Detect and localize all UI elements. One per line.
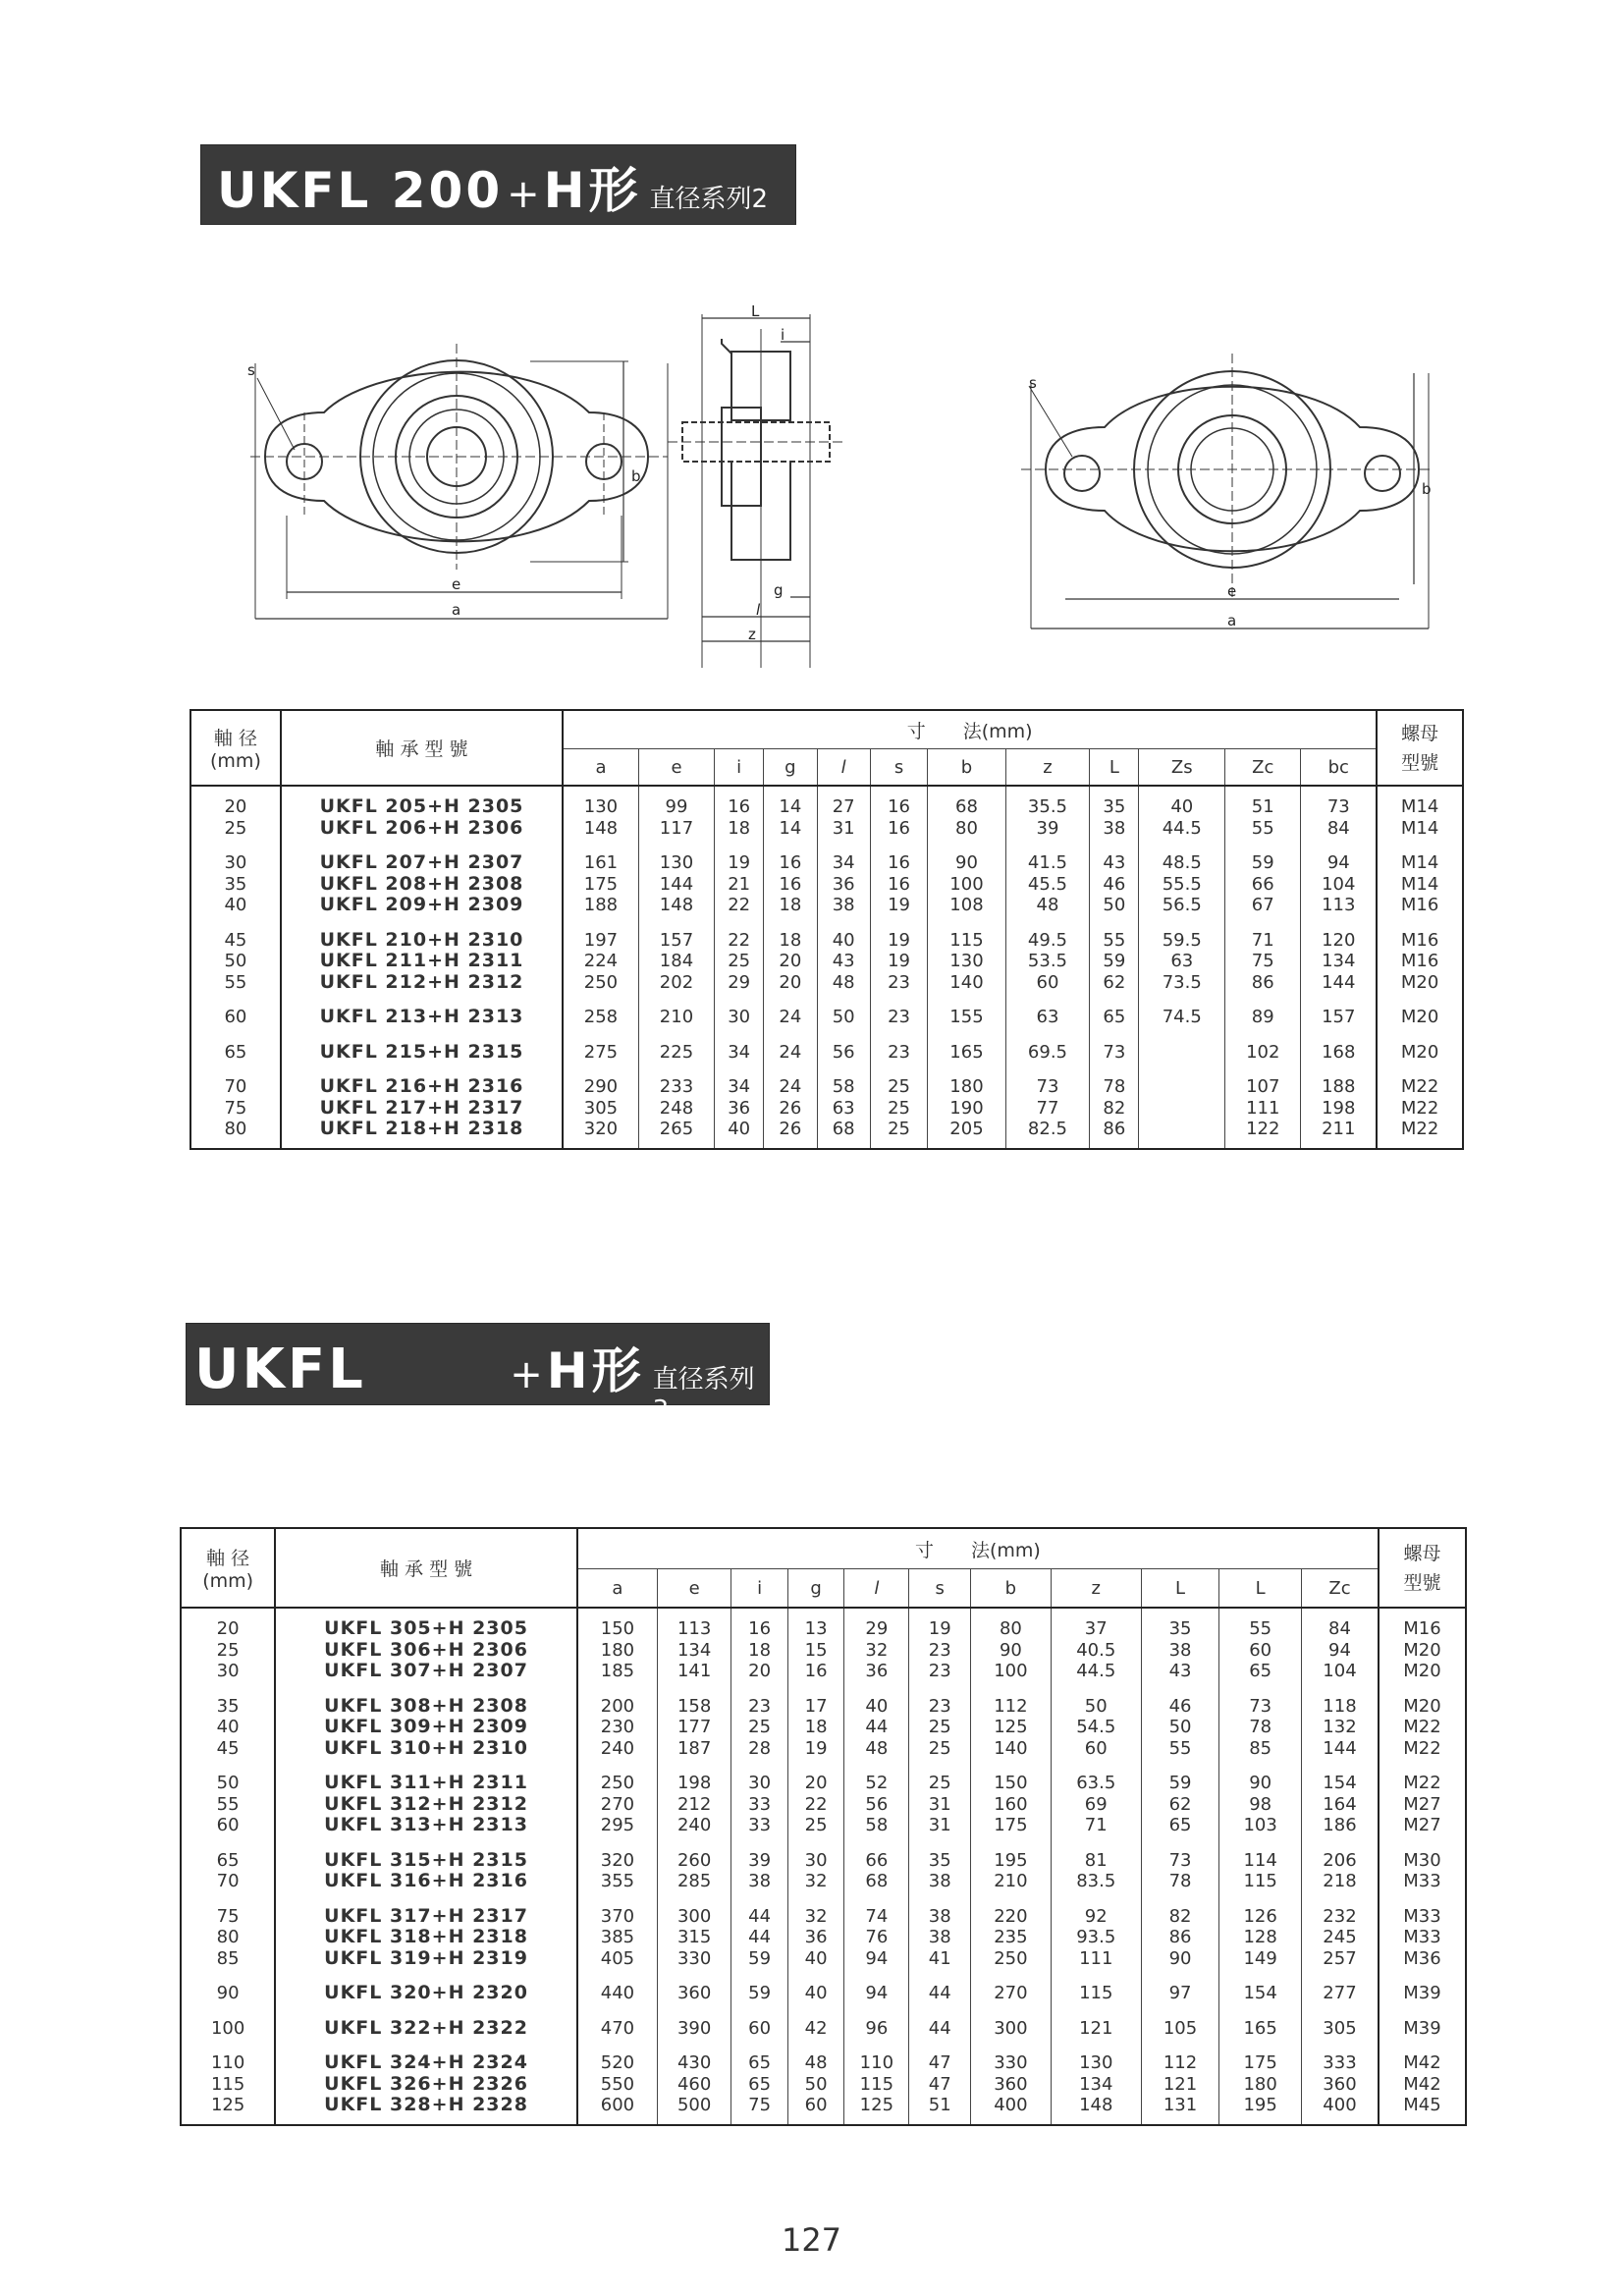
cell-e: 210	[638, 993, 714, 1028]
cell-z: 63.5 69 71	[1051, 1759, 1141, 1836]
cell-shaft: 50 55 60	[216, 1773, 240, 1835]
cell-Zc: 71 75 86	[1225, 916, 1301, 994]
table-row	[181, 1608, 1466, 1682]
cell-i: 19 21 22	[715, 839, 764, 916]
table-row	[190, 1028, 1463, 1064]
cell-model: UKFL 315+H 2315 UKFL 316+H 2316	[275, 1836, 577, 1892]
cell-shaft: 65 70	[216, 1849, 240, 1891]
header-dims: 寸 法(mm)	[563, 710, 1377, 749]
table-row	[190, 993, 1463, 1028]
col-a: a	[577, 1569, 658, 1609]
section1-title-banner	[201, 145, 795, 224]
cell-a: 520 550 600	[577, 2039, 658, 2125]
cell-Zc: 333 360 400	[1302, 2039, 1379, 2125]
header-shaft	[181, 1528, 275, 1608]
cell-e: 113 134 141	[657, 1608, 730, 1682]
col-a: a	[563, 749, 638, 787]
ukfl300-spec-table	[180, 1527, 1467, 2126]
cell-shaft: 100	[210, 2017, 245, 2039]
cell-L2: 154	[1219, 1969, 1302, 2004]
cell-shaft: 110 115 125	[210, 2052, 245, 2115]
cell-bc: 168	[1301, 1028, 1377, 1064]
cell-b: 68 80	[928, 786, 1005, 839]
cell-l: 40 44 48	[844, 1682, 909, 1760]
cell-e: 158 177 187	[657, 1682, 730, 1760]
cell-s: 47 47 51	[909, 2039, 971, 2125]
cell-s: 44	[909, 1969, 971, 2004]
cell-L2: 175 180 195	[1219, 2039, 1302, 2125]
cell-Zs	[1139, 1063, 1225, 1149]
cell-z: 73 77 82.5	[1005, 1063, 1090, 1149]
col-b: b	[928, 749, 1005, 787]
label-l: l	[756, 601, 761, 619]
col-z: z	[1051, 1569, 1141, 1609]
table-row	[181, 1759, 1466, 1836]
header-shaft-label: 軸 径	[206, 1548, 250, 1569]
label-L: L	[751, 304, 760, 320]
cell-a: 200 230 240	[577, 1682, 658, 1760]
cell-s: 23	[870, 1028, 927, 1064]
cell-L: 65	[1090, 993, 1139, 1028]
cell-b: 180 190 205	[928, 1063, 1005, 1149]
table-row	[181, 2004, 1466, 2040]
col-e: e	[638, 749, 714, 787]
cell-L: 78 82 86	[1090, 1063, 1139, 1149]
cell-nut: M22 M22 M22	[1377, 1063, 1463, 1149]
cell-L2: 55 60 65	[1219, 1608, 1302, 1682]
cell-a: 130 148	[563, 786, 638, 839]
cell-nut: M14 M14 M16	[1377, 839, 1463, 916]
cell-g: 40	[787, 1969, 844, 2004]
table-row	[190, 1063, 1463, 1149]
col-g: g	[787, 1569, 844, 1609]
header-dims: 寸 法(mm)	[577, 1528, 1379, 1569]
cell-i: 59	[731, 1969, 788, 2004]
section2-title-kata: 形	[591, 1342, 641, 1399]
cell-L: 97	[1141, 1969, 1219, 2004]
cell-shaft: 65	[224, 1041, 247, 1063]
cell-b: 220 235 250	[971, 1892, 1052, 1970]
cell-a: 258	[563, 993, 638, 1028]
cell-L: 59 62 65	[1141, 1759, 1219, 1836]
cell-l: 66 68	[844, 1836, 909, 1892]
label-e-right: e	[1227, 582, 1237, 600]
cell-e: 99 117	[638, 786, 714, 839]
cell-shaft: 90	[216, 1983, 240, 2003]
cell-model: UKFL 210+H 2310 UKFL 211+H 2311 UKFL 212+H 2312	[281, 916, 563, 994]
cell-l: 34 36 38	[817, 839, 870, 916]
cell-shaft: 75 80 85	[216, 1905, 240, 1969]
cell-model: UKFL 317+H 2317 UKFL 318+H 2318 UKFL 319+H 2319	[275, 1892, 577, 1970]
cell-s: 19 23 23	[909, 1608, 971, 1682]
cell-Zc: 232 245 257	[1302, 1892, 1379, 1970]
cell-nut: M20	[1377, 1028, 1463, 1064]
cell-g: 18 20 20	[764, 916, 817, 994]
cell-i: 39 38	[731, 1836, 788, 1892]
cell-nut: M42 M42 M45	[1379, 2039, 1466, 2125]
cell-a: 250 270 295	[577, 1759, 658, 1836]
label-b-left: b	[631, 467, 641, 485]
cell-bc: 94 104 113	[1301, 839, 1377, 916]
cell-z: 81 83.5	[1051, 1836, 1141, 1892]
cell-bc: 188 198 211	[1301, 1063, 1377, 1149]
cell-i: 65 65 75	[731, 2039, 788, 2125]
cell-z: 115	[1051, 1969, 1141, 2004]
cell-z: 69.5	[1005, 1028, 1090, 1064]
col-b: b	[971, 1569, 1052, 1609]
cell-model: UKFL 215+H 2315	[281, 1028, 563, 1064]
cell-L2: 165	[1219, 2004, 1302, 2040]
cell-e: 130 144 148	[638, 839, 714, 916]
cell-l: 94	[844, 1969, 909, 2004]
cell-e: 360	[657, 1969, 730, 2004]
cell-model: UKFL 322+H 2322	[275, 2004, 577, 2040]
col-Zs: Zs	[1139, 749, 1225, 787]
col-i: i	[731, 1569, 788, 1609]
cell-e: 233 248 265	[638, 1063, 714, 1149]
cell-z: 49.5 53.5 60	[1005, 916, 1090, 994]
col-Zc: Zc	[1302, 1569, 1379, 1609]
cell-i: 22 25 29	[715, 916, 764, 994]
col-l: l	[844, 1569, 909, 1609]
cell-Zc: 51 55	[1225, 786, 1301, 839]
cell-L: 73	[1090, 1028, 1139, 1064]
label-z: z	[748, 626, 756, 643]
cell-e: 430 460 500	[657, 2039, 730, 2125]
cell-Zs: 59.5 63 73.5	[1139, 916, 1225, 994]
cell-a: 370 385 405	[577, 1892, 658, 1970]
cell-e: 225	[638, 1028, 714, 1064]
label-i: i	[781, 326, 785, 344]
cell-g: 14 14	[764, 786, 817, 839]
cell-g: 32 36 40	[787, 1892, 844, 1970]
cell-b: 270	[971, 1969, 1052, 2004]
cell-e: 157 184 202	[638, 916, 714, 994]
cell-L2: 114 115	[1219, 1836, 1302, 1892]
cell-s: 25 25 25	[870, 1063, 927, 1149]
cell-model: UKFL 311+H 2311 UKFL 312+H 2312 UKFL 313+H 2313	[275, 1759, 577, 1836]
cell-nut: M39	[1379, 1969, 1466, 2004]
cell-shaft: 70 75 80	[224, 1076, 247, 1139]
cell-a: 197 224 250	[563, 916, 638, 994]
cell-b: 112 125 140	[971, 1682, 1052, 1760]
header-model: 軸 承 型 號	[275, 1528, 577, 1608]
cell-e: 390	[657, 2004, 730, 2040]
cell-s: 16 16 19	[870, 839, 927, 916]
cell-i: 44 44 59	[731, 1892, 788, 1970]
cell-a: 290 305 320	[563, 1063, 638, 1149]
col-L: L	[1090, 749, 1139, 787]
table-row	[181, 2039, 1466, 2125]
table-row	[181, 1682, 1466, 1760]
cell-shaft: 30 35 40	[224, 852, 247, 915]
cell-Zc: 118 132 144	[1302, 1682, 1379, 1760]
cell-L: 105	[1141, 2004, 1219, 2040]
cell-a: 320 355	[577, 1836, 658, 1892]
col-z: z	[1005, 749, 1090, 787]
cell-Zs	[1139, 1028, 1225, 1064]
cell-nut: M16 M20 M20	[1379, 1608, 1466, 1682]
table-row	[190, 786, 1463, 839]
cell-z: 92 93.5 111	[1051, 1892, 1141, 1970]
cell-L2: 90 98 103	[1219, 1759, 1302, 1836]
header-shaft-label: 軸 径	[213, 728, 257, 749]
cell-s: 35 38	[909, 1836, 971, 1892]
cell-s: 38 38 41	[909, 1892, 971, 1970]
cell-Zc: 305	[1302, 2004, 1379, 2040]
cell-bc: 157	[1301, 993, 1377, 1028]
cell-l: 27 31	[817, 786, 870, 839]
cell-l: 40 43 48	[817, 916, 870, 994]
cell-e: 300 315 330	[657, 1892, 730, 1970]
cell-a: 440	[577, 1969, 658, 2004]
col-s: s	[909, 1569, 971, 1609]
cell-L: 55 59 62	[1090, 916, 1139, 994]
header-model: 軸 承 型 號	[281, 710, 563, 786]
cell-L: 82 86 90	[1141, 1892, 1219, 1970]
cell-nut: M39	[1379, 2004, 1466, 2040]
cell-l: 56	[817, 1028, 870, 1064]
cell-i: 30	[715, 993, 764, 1028]
cell-z: 35.5 39	[1005, 786, 1090, 839]
cell-Zs: 74.5	[1139, 993, 1225, 1028]
page-number: 127	[781, 2221, 842, 2259]
cell-shaft: 60	[224, 1007, 247, 1027]
cell-b: 115 130 140	[928, 916, 1005, 994]
cell-shaft: 20 25	[224, 796, 247, 839]
section2-title-plus: +	[510, 1352, 543, 1397]
cell-l: 110 115 125	[844, 2039, 909, 2125]
cell-g: 24	[764, 993, 817, 1028]
cell-Zc: 154 164 186	[1302, 1759, 1379, 1836]
cell-nut: M16 M16 M20	[1377, 916, 1463, 994]
label-b-right: b	[1422, 480, 1432, 498]
cell-l: 29 32 36	[844, 1608, 909, 1682]
cell-b: 300	[971, 2004, 1052, 2040]
cell-nut: M33 M33 M36	[1379, 1892, 1466, 1970]
cell-b: 155	[928, 993, 1005, 1028]
cell-L: 112 121 131	[1141, 2039, 1219, 2125]
section1-title-kata: 形	[588, 162, 638, 219]
cell-l: 50	[817, 993, 870, 1028]
cell-i: 16 18 20	[731, 1608, 788, 1682]
cell-shaft: 35 40 45	[216, 1695, 240, 1759]
cell-L: 43 46 50	[1090, 839, 1139, 916]
cell-i: 60	[731, 2004, 788, 2040]
cell-L2: 126 128 149	[1219, 1892, 1302, 1970]
cell-model: UKFL 216+H 2316 UKFL 217+H 2317 UKFL 218+H 2318	[281, 1063, 563, 1149]
table-row	[190, 839, 1463, 916]
cell-L: 73 78	[1141, 1836, 1219, 1892]
cell-nut: M14 M14	[1377, 786, 1463, 839]
cell-model: UKFL 305+H 2305 UKFL 306+H 2306 UKFL 307+H 2307	[275, 1608, 577, 1682]
col-e: e	[657, 1569, 730, 1609]
cell-a: 470	[577, 2004, 658, 2040]
cell-g: 24	[764, 1028, 817, 1064]
col-Zc: Zc	[1225, 749, 1301, 787]
cell-Zs: 48.5 55.5 56.5	[1139, 839, 1225, 916]
section2-title-sub: 直径系列3	[652, 1365, 755, 1425]
section1-title-h: H	[543, 162, 585, 219]
cell-L: 35 38	[1090, 786, 1139, 839]
cell-b: 90 100 108	[928, 839, 1005, 916]
cell-nut: M30 M33	[1379, 1836, 1466, 1892]
table-row	[181, 1969, 1466, 2004]
cell-Zc: 89	[1225, 993, 1301, 1028]
label-g: g	[774, 581, 784, 599]
cell-s: 23	[870, 993, 927, 1028]
cell-g: 16 16 18	[764, 839, 817, 916]
col-bc: bc	[1301, 749, 1377, 787]
technical-drawings	[236, 304, 1434, 668]
cell-bc: 73 84	[1301, 786, 1377, 839]
cell-g: 24 26 26	[764, 1063, 817, 1149]
cell-bc: 120 134 144	[1301, 916, 1377, 994]
cell-s: 19 19 23	[870, 916, 927, 994]
section2-title-banner	[187, 1324, 769, 1465]
label-e-left: e	[452, 575, 461, 593]
cell-e: 260 285	[657, 1836, 730, 1892]
cell-e: 198 212 240	[657, 1759, 730, 1836]
cell-l: 52 56 58	[844, 1759, 909, 1836]
table-row	[181, 1892, 1466, 1970]
cell-b: 150 160 175	[971, 1759, 1052, 1836]
cell-l: 58 63 68	[817, 1063, 870, 1149]
col-l: l	[817, 749, 870, 787]
section2-title-h: H	[546, 1342, 588, 1399]
col-g: g	[764, 749, 817, 787]
header-nut: 螺母 型號	[1379, 1528, 1466, 1608]
label-s-right: s	[1029, 374, 1037, 392]
cell-i: 34 36 40	[715, 1063, 764, 1149]
cell-z: 130 134 148	[1051, 2039, 1141, 2125]
cell-a: 161 175 188	[563, 839, 638, 916]
cell-l: 96	[844, 2004, 909, 2040]
label-a-right: a	[1227, 612, 1237, 629]
ukfl200-spec-table	[189, 709, 1464, 1150]
table-row	[190, 916, 1463, 994]
cell-g: 20 22 25	[787, 1759, 844, 1836]
cell-nut: M22 M27 M27	[1379, 1759, 1466, 1836]
cell-L: 35 38 43	[1141, 1608, 1219, 1682]
label-s-left: s	[247, 361, 255, 379]
cell-i: 34	[715, 1028, 764, 1064]
col-L: L	[1141, 1569, 1219, 1609]
header-shaft-unit: (mm)	[202, 1570, 254, 1592]
cell-s: 23 25 25	[909, 1682, 971, 1760]
label-a-left: a	[452, 601, 461, 619]
header-nut: 螺母 型號	[1377, 710, 1463, 786]
cell-L: 46 50 55	[1141, 1682, 1219, 1760]
cell-Zs: 40 44.5	[1139, 786, 1225, 839]
col-L2: L	[1219, 1569, 1302, 1609]
cell-model: UKFL 324+H 2324 UKFL 326+H 2326 UKFL 328+H 2328	[275, 2039, 577, 2125]
col-i: i	[715, 749, 764, 787]
cell-nut: M20	[1377, 993, 1463, 1028]
cell-i: 23 25 28	[731, 1682, 788, 1760]
cell-l: 74 76 94	[844, 1892, 909, 1970]
cell-a: 275	[563, 1028, 638, 1064]
cell-z: 37 40.5 44.5	[1051, 1608, 1141, 1682]
cell-b: 165	[928, 1028, 1005, 1064]
cell-Zc: 59 66 67	[1225, 839, 1301, 916]
header-shaft-unit: (mm)	[210, 750, 261, 772]
cell-s: 16 16	[870, 786, 927, 839]
cell-Zc: 206 218	[1302, 1836, 1379, 1892]
cell-L2: 73 78 85	[1219, 1682, 1302, 1760]
table-row	[181, 1836, 1466, 1892]
cell-g: 17 18 19	[787, 1682, 844, 1760]
section1-title-sub: 直径系列2	[649, 185, 769, 214]
section1-title-main: UKFL 200	[217, 162, 504, 219]
cell-s: 44	[909, 2004, 971, 2040]
cell-z: 41.5 45.5 48	[1005, 839, 1090, 916]
cell-nut: M20 M22 M22	[1379, 1682, 1466, 1760]
cell-i: 16 18	[715, 786, 764, 839]
cell-z: 63	[1005, 993, 1090, 1028]
cell-model: UKFL 207+H 2307 UKFL 208+H 2308 UKFL 209+H 2309	[281, 839, 563, 916]
cell-i: 30 33 33	[731, 1759, 788, 1836]
cell-b: 195 210	[971, 1836, 1052, 1892]
cell-s: 25 31 31	[909, 1759, 971, 1836]
section2-title-main: UKFL 300	[194, 1338, 366, 1465]
section1-title-plus: +	[507, 172, 540, 217]
col-s: s	[870, 749, 927, 787]
cell-g: 42	[787, 2004, 844, 2040]
cell-Zc: 277	[1302, 1969, 1379, 2004]
cell-b: 80 90 100	[971, 1608, 1052, 1682]
cell-shaft: 45 50 55	[224, 929, 247, 993]
cell-b: 330 360 400	[971, 2039, 1052, 2125]
cell-z: 50 54.5 60	[1051, 1682, 1141, 1760]
cell-shaft: 20 25 30	[216, 1618, 240, 1681]
cell-Zc: 84 94 104	[1302, 1608, 1379, 1682]
cell-a: 150 180 185	[577, 1608, 658, 1682]
cell-model: UKFL 308+H 2308 UKFL 309+H 2309 UKFL 310+H 2310	[275, 1682, 577, 1760]
cell-model: UKFL 320+H 2320	[275, 1969, 577, 2004]
cell-g: 30 32	[787, 1836, 844, 1892]
cell-g: 13 15 16	[787, 1608, 844, 1682]
cell-Zc: 107 111 122	[1225, 1063, 1301, 1149]
cell-model: UKFL 205+H 2305 UKFL 206+H 2306	[281, 786, 563, 839]
cell-z: 121	[1051, 2004, 1141, 2040]
header-shaft	[190, 710, 281, 786]
cell-Zc: 102	[1225, 1028, 1301, 1064]
cell-g: 48 50 60	[787, 2039, 844, 2125]
cell-model: UKFL 213+H 2313	[281, 993, 563, 1028]
